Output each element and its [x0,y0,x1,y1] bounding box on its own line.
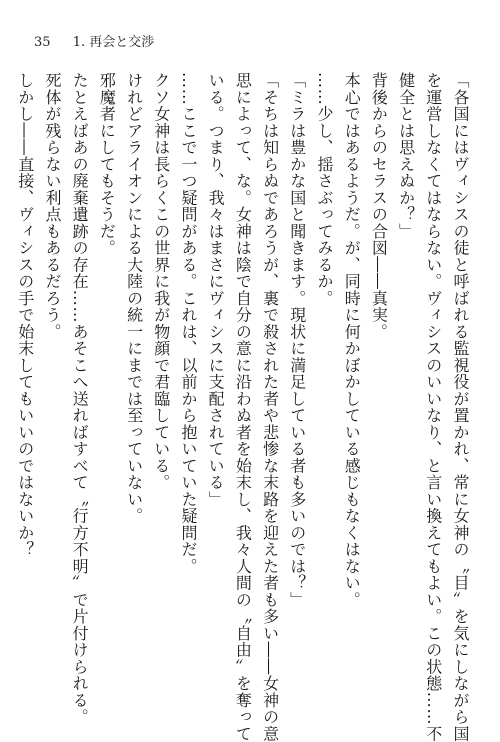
text-line: 思によって、な。女神は陰で自分の意に沿わぬ者を始末し、我々人間の〝自由〟を奪って [233,72,253,742]
text-line: たとえばあの廃棄遺跡の存在……あそこへ送ればすべて〝行方不明〟で片付けられる。 [70,72,90,726]
chapter-title: 1. 再会と交渉 [72,35,155,50]
text-line: しかし――直接、ヴィシスの手で始末してもいいのではないか？ [15,72,35,558]
text-line: ……ここで一つ疑問がある。これは、以前から抱いていた疑問だ。 [178,72,198,575]
text-line: 邪魔者にしてもそうだ。 [97,72,117,257]
page-number: 35 [34,35,51,50]
text-line: 「そちは知らぬであろうが、裏で殺された者や悲惨な末路を迎えた者も多い――女神の意 [260,72,280,742]
text-line: 本心ではあるようだ。が、同時に何かぼかしている感じもなくはない。 [342,72,362,608]
vertical-body-text [12,72,474,742]
text-line: 健全とは思えぬか？」 [396,72,416,240]
text-line: を運営しなくてはならない。ヴィシスのいいなり、と言い換えてもよい。この状態……不 [423,72,443,742]
text-line: けれどアライオンによる大陸の統一にまでは至っていない。 [124,72,144,525]
text-line: クソ女神は長らくこの世界に我が物顔で君臨している。 [151,72,171,491]
text-line: 「各国にはヴィシスの徒と呼ばれる監視役が置かれ、常に女神の〝目〟を気にしながら国 [451,72,470,742]
text-line: 背後からのセラスの合図――真実。 [369,72,389,340]
text-line: 死体が残らない利点もあるだろう。 [42,72,62,340]
text-line: いる。つまり、我々はまさにヴィシスに支配されている」 [206,72,226,508]
running-header [34,35,154,51]
text-line: 「ミラは豊かな国と聞きます。現状に満足している者も多いのでは？」 [287,72,307,608]
text-line: ……少し、揺さぶってみるか。 [314,72,334,307]
